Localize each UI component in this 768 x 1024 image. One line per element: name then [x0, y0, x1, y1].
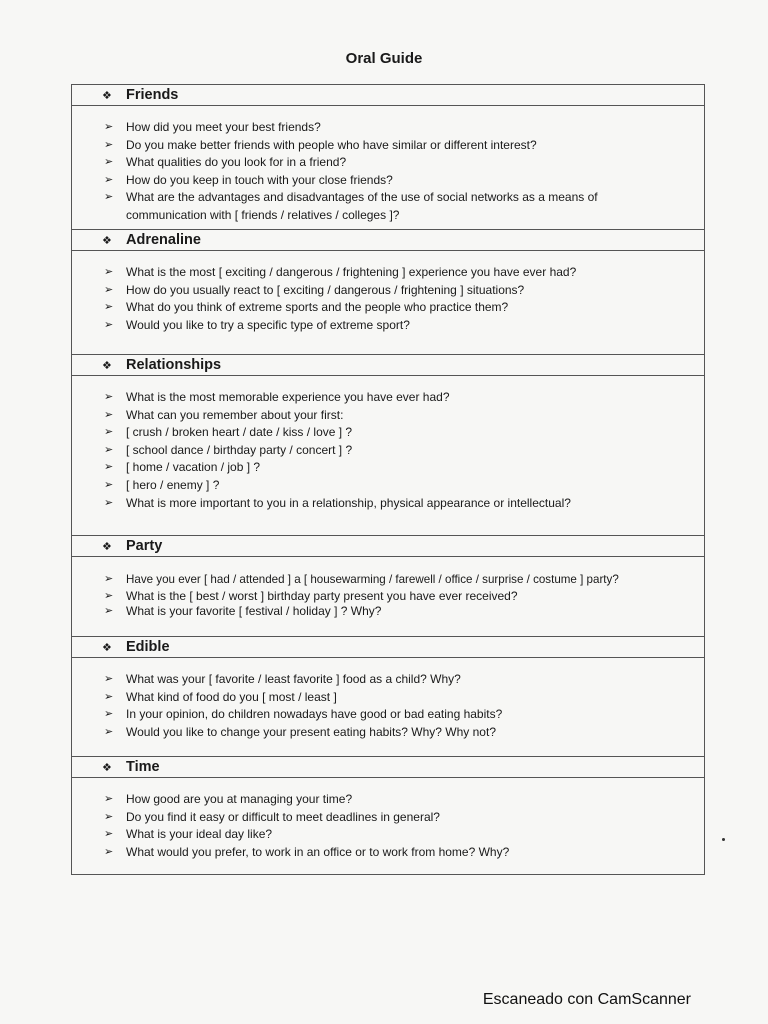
question-item: ➢ In your opinion, do children nowadays have good or bad eating habits? — [104, 706, 704, 724]
section-header — [72, 757, 704, 778]
question-item: ➢ What kind of food do you [ most / least ] — [104, 689, 704, 707]
camscanner-watermark: Escaneado con CamScanner — [482, 991, 691, 1008]
section-header — [72, 637, 704, 658]
arrow-bullet-icon: ➢ — [104, 589, 114, 602]
question-item: ➢ Have you ever [ had / attended ] a [ housewarming / farewell / office / surprise / costume ] party? — [104, 571, 704, 589]
arrow-bullet-icon: ➢ — [104, 443, 114, 456]
diamond-bullet-icon: ❖ — [102, 762, 112, 774]
question-item: ➢ Do you make better friends with people who have similar or different interest? — [104, 137, 704, 155]
arrow-bullet-icon: ➢ — [104, 156, 114, 169]
arrow-bullet-icon: ➢ — [104, 121, 114, 133]
section-header — [72, 536, 704, 557]
question-item: ➢ Do you find it easy or difficult to meet deadlines in general? — [104, 809, 704, 827]
question-item: ➢ What are the advantages and disadvantages of the use of social networks as a means of — [104, 189, 704, 207]
question-item: ➢ [ school dance / birthday party / concert ] ? — [104, 442, 704, 460]
section-header — [72, 230, 704, 251]
section-title: Party — [126, 538, 163, 554]
arrow-bullet-icon: ➢ — [104, 673, 114, 685]
arrow-bullet-icon: ➢ — [104, 810, 114, 823]
question-item: ➢ [ hero / enemy ] ? — [104, 477, 704, 495]
diamond-bullet-icon: ❖ — [102, 541, 112, 553]
arrow-bullet-icon: ➢ — [104, 173, 114, 186]
arrow-bullet-icon: ➢ — [104, 793, 114, 805]
diamond-bullet-icon: ❖ — [102, 642, 112, 654]
question-item: ➢ How do you keep in touch with your close friends? — [104, 172, 704, 190]
question-item: ➢ How do you usually react to [ exciting / dangerous / frightening ] situations? — [104, 282, 704, 300]
scan-speck — [722, 838, 725, 841]
section-header — [72, 355, 704, 376]
question-item: ➢ What was your [ favorite / least favorite ] food as a child? Why? — [104, 671, 704, 689]
question-item: ➢ [ home / vacation / job ] ? — [104, 459, 704, 477]
arrow-bullet-icon: ➢ — [104, 191, 114, 204]
question-item: ➢ What is more important to you in a relationship, physical appearance or intellectual? — [104, 495, 704, 513]
diamond-bullet-icon: ❖ — [102, 360, 112, 372]
question-item: ➢ What can you remember about your first: — [104, 407, 704, 425]
arrow-bullet-icon: ➢ — [104, 138, 114, 151]
section-title: Time — [126, 759, 160, 775]
section-header — [72, 85, 704, 106]
arrow-bullet-icon: ➢ — [104, 605, 114, 618]
question-item-continued: communication with [ friends / relatives / colleges ]? — [126, 207, 400, 222]
section-title: Relationships — [126, 357, 222, 373]
question-item: ➢ What do you think of extreme sports and the people who practice them? — [104, 299, 704, 317]
arrow-bullet-icon: ➢ — [104, 408, 114, 421]
question-item: ➢ What qualities do you look for in a friend? — [104, 154, 704, 172]
arrow-bullet-icon: ➢ — [104, 725, 114, 738]
oral-guide-table — [71, 84, 705, 875]
arrow-bullet-icon: ➢ — [104, 828, 114, 841]
question-item: ➢ [ crush / broken heart / date / kiss / love ] ? — [104, 424, 704, 442]
arrow-bullet-icon: ➢ — [104, 496, 114, 509]
question-item: ➢ What is the [ best / worst ] birthday party present you have ever received? — [104, 588, 518, 603]
question-item: ➢ Would you like to change your present eating habits? Why? Why not? — [104, 724, 704, 742]
arrow-bullet-icon: ➢ — [104, 690, 114, 703]
arrow-bullet-icon: ➢ — [104, 461, 114, 474]
section-title: Adrenaline — [126, 232, 201, 248]
section-edible — [72, 637, 704, 757]
arrow-bullet-icon: ➢ — [104, 845, 114, 858]
arrow-bullet-icon: ➢ — [104, 478, 114, 491]
diamond-bullet-icon: ❖ — [102, 235, 112, 247]
section-time — [72, 757, 704, 875]
question-item: ➢ What is the most [ exciting / dangerous / frightening ] experience you have ever had? — [104, 264, 704, 282]
page-title: Oral Guide — [345, 50, 423, 67]
diamond-bullet-icon: ❖ — [102, 90, 112, 102]
question-item: ➢ How did you meet your best friends? — [104, 119, 704, 137]
question-item: ➢ What is the most memorable experience you have ever had? — [104, 389, 704, 407]
arrow-bullet-icon: ➢ — [104, 426, 114, 439]
section-adrenaline — [72, 230, 704, 355]
arrow-bullet-icon: ➢ — [104, 301, 114, 314]
arrow-bullet-icon: ➢ — [104, 318, 114, 331]
arrow-bullet-icon: ➢ — [104, 391, 114, 403]
section-title: Friends — [126, 87, 179, 103]
arrow-bullet-icon: ➢ — [104, 266, 114, 278]
section-friends — [72, 85, 704, 230]
question-item: ➢ What is your favorite [ festival / holiday ] ? Why? — [104, 604, 382, 619]
arrow-bullet-icon: ➢ — [104, 283, 114, 296]
section-title: Edible — [126, 639, 170, 655]
arrow-bullet-icon: ➢ — [104, 708, 114, 721]
section-relationships — [72, 355, 704, 536]
question-item: ➢ Would you like to try a specific type of extreme sport? — [104, 317, 704, 335]
section-party — [72, 536, 704, 637]
question-item: ➢ What would you prefer, to work in an office or to work from home? Why? — [104, 844, 704, 862]
arrow-bullet-icon: ➢ — [104, 573, 114, 585]
question-item: ➢ What is your ideal day like? — [104, 826, 704, 844]
question-item: ➢ How good are you at managing your time? — [104, 791, 704, 809]
